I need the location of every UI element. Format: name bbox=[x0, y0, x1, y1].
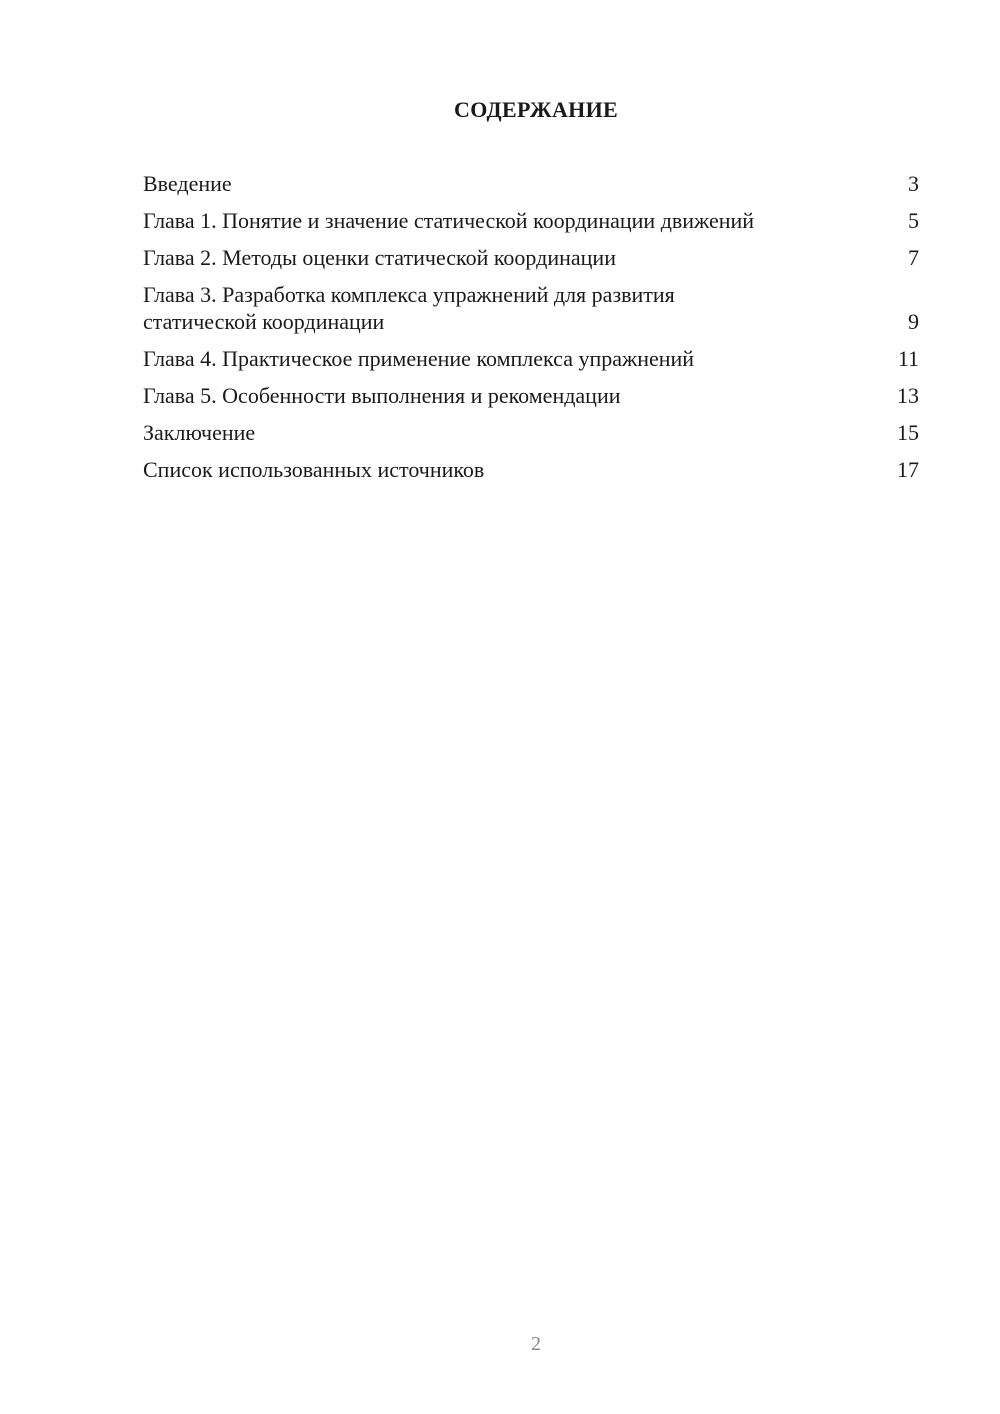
toc-entry-page: 15 bbox=[897, 420, 919, 445]
toc-entry-label: Заключение bbox=[143, 420, 256, 445]
toc-entry-label: Список использованных источников bbox=[143, 457, 485, 482]
toc-entry-conclusion bbox=[143, 419, 919, 446]
toc-entry-label: Глава 3. Разработка комплекса упражнений для развития статической координации bbox=[143, 282, 675, 334]
table-of-contents bbox=[143, 170, 919, 493]
toc-entry-introduction bbox=[143, 170, 919, 197]
toc-entry-chapter-2 bbox=[143, 244, 919, 271]
toc-entry-references bbox=[143, 456, 919, 483]
toc-entry-label: Введение bbox=[143, 171, 232, 196]
toc-entry-page: 11 bbox=[897, 346, 919, 371]
page-title: СОДЕРЖАНИЕ bbox=[454, 97, 618, 122]
toc-entry-label: Глава 1. Понятие и значение статической координации движений bbox=[143, 208, 755, 233]
toc-entry-page: 17 bbox=[897, 457, 919, 482]
toc-entry-page: 5 bbox=[908, 208, 919, 233]
page-number: 2 bbox=[531, 1333, 541, 1355]
toc-entry-page: 13 bbox=[897, 383, 919, 408]
toc-entry-page: 9 bbox=[908, 309, 919, 334]
toc-entry-chapter-4 bbox=[143, 345, 919, 372]
toc-entry-page: 3 bbox=[908, 171, 919, 196]
toc-entry-label: Глава 5. Особенности выполнения и рекомендации bbox=[143, 383, 621, 408]
toc-entry-chapter-3 bbox=[143, 281, 919, 335]
toc-entry-label: Глава 4. Практическое применение комплекса упражнений bbox=[143, 346, 695, 371]
toc-entry-chapter-1 bbox=[143, 207, 919, 234]
toc-entry-label: Глава 2. Методы оценки статической координации bbox=[143, 245, 616, 270]
toc-entry-chapter-5 bbox=[143, 382, 919, 409]
toc-entry-page: 7 bbox=[908, 245, 919, 270]
